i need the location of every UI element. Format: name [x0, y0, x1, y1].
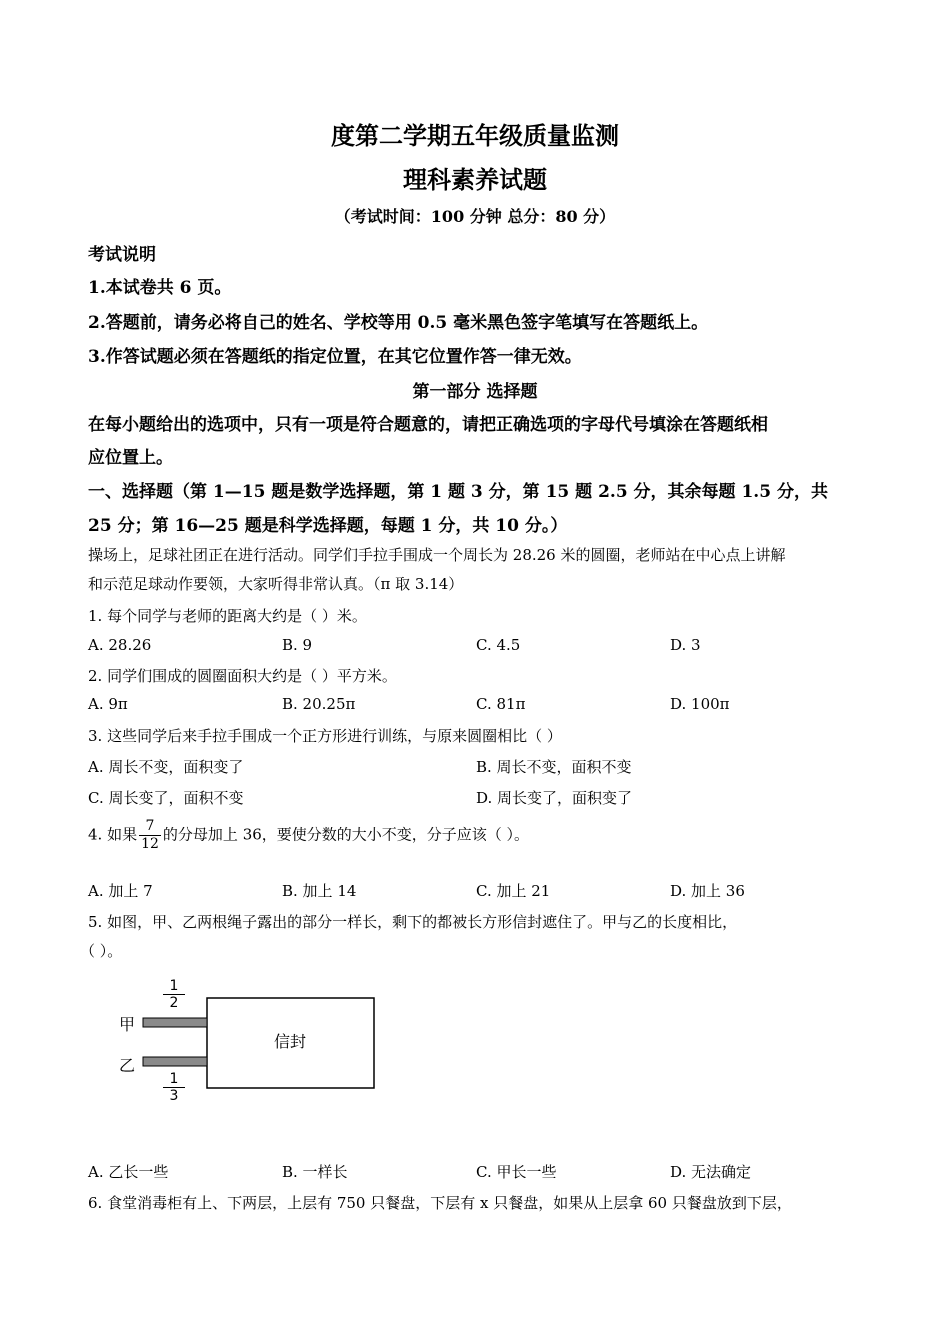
- option-a: A. 加上 7: [88, 882, 153, 900]
- rope-envelope-diagram: [110, 968, 390, 1118]
- option-c: C. 81π: [476, 695, 526, 713]
- question-stem-prefix: 4. 如果: [88, 825, 138, 844]
- option-d: D. 3: [670, 636, 701, 654]
- section-heading-line: 25 分；第 16—25 题是科学选择题，每题 1 分，共 10 分。）: [88, 516, 568, 536]
- question-stem: （ ）。: [80, 942, 123, 960]
- instruction-item: 2.答题前，请务必将自己的姓名、学校等用 0.5 毫米黑色签字笔填写在答题纸上。: [88, 313, 709, 333]
- exam-subject-title: 理科素养试题: [403, 165, 547, 194]
- fraction-denominator: 3: [169, 1088, 179, 1104]
- option-a: A. 9π: [88, 695, 128, 713]
- exam-title: 度第二学期五年级质量监测: [331, 121, 619, 150]
- option-b: B. 加上 14: [282, 882, 357, 900]
- option-d: D. 加上 36: [670, 882, 745, 900]
- fraction-numerator: 1: [163, 978, 185, 995]
- envelope-label: 信封: [274, 1032, 307, 1051]
- part-heading: 第一部分 选择题: [412, 382, 538, 402]
- exam-time-score: （考试时间：100 分钟 总分：80 分）: [334, 207, 616, 226]
- instruction-item: 1.本试卷共 6 页。: [88, 278, 232, 298]
- question-stem: [88, 818, 529, 853]
- question-stem: 2. 同学们围成的圆圈面积大约是（ ）平方米。: [88, 667, 397, 685]
- option-a: A. 周长不变，面积变了: [88, 758, 244, 776]
- instructions-heading: 考试说明: [88, 245, 156, 265]
- fraction-denominator: 12: [141, 836, 159, 852]
- option-b: B. 一样长: [282, 1163, 348, 1181]
- context-line: 操场上，足球社团正在进行活动。同学们手拉手围成一个周长为 28.26 米的圆圈，老师站在中心点上讲解: [88, 546, 786, 564]
- question-stem-suffix: 的分母加上 36，要使分数的大小不变，分子应该（ ）。: [162, 825, 530, 844]
- context-line: 和示范足球动作要领，大家听得非常认真。（π 取 3.14）: [88, 575, 464, 593]
- option-d: D. 100π: [670, 695, 730, 713]
- question-stem: 5. 如图，甲、乙两根绳子露出的部分一样长，剩下的都被长方形信封遮住了。甲与乙的长度相比，: [88, 913, 738, 931]
- rope-yi: [143, 1057, 207, 1066]
- fraction-bottom: [163, 1071, 185, 1104]
- option-b: B. 20.25π: [282, 695, 356, 713]
- fraction-numerator: 1: [163, 1071, 185, 1088]
- label-yi: 乙: [119, 1056, 136, 1075]
- option-d: D. 周长变了，面积变了: [476, 789, 633, 807]
- fraction-denominator: 2: [169, 995, 179, 1011]
- fraction-top: [163, 978, 185, 1011]
- option-d: D. 无法确定: [670, 1163, 752, 1181]
- question-stem: 1. 每个同学与老师的距离大约是（ ）米。: [88, 607, 367, 625]
- section-heading-line: 一、选择题（第 1—15 题是数学选择题，第 1 题 3 分，第 15 题 2.5 分，其余每题 1.5 分，共: [88, 482, 828, 502]
- fraction: [139, 818, 161, 853]
- option-c: C. 4.5: [476, 636, 521, 654]
- part-intro-line: 应位置上。: [88, 448, 173, 468]
- option-b: B. 9: [282, 636, 313, 654]
- option-a: A. 乙长一些: [88, 1163, 169, 1181]
- option-a: A. 28.26: [88, 636, 152, 654]
- part-intro-line: 在每小题给出的选项中，只有一项是符合题意的，请把正确选项的字母代号填涂在答题纸相: [88, 415, 768, 435]
- fraction-numerator: 7: [139, 818, 161, 836]
- option-b: B. 周长不变，面积不变: [476, 758, 632, 776]
- rope-jia: [143, 1018, 207, 1027]
- question-stem: 6. 食堂消毒柜有上、下两层，上层有 750 只餐盘，下层有 x 只餐盘，如果从上层拿 60 只餐盘放到下层，: [88, 1194, 792, 1212]
- instruction-item: 3.作答试题必须在答题纸的指定位置，在其它位置作答一律无效。: [88, 347, 582, 367]
- option-c: C. 周长变了，面积不变: [88, 789, 244, 807]
- option-c: C. 甲长一些: [476, 1163, 557, 1181]
- question-stem: 3. 这些同学后来手拉手围成一个正方形进行训练，与原来圆圈相比（ ）: [88, 727, 562, 745]
- diagram-shapes: [110, 968, 390, 1118]
- label-jia: 甲: [119, 1015, 136, 1034]
- option-c: C. 加上 21: [476, 882, 551, 900]
